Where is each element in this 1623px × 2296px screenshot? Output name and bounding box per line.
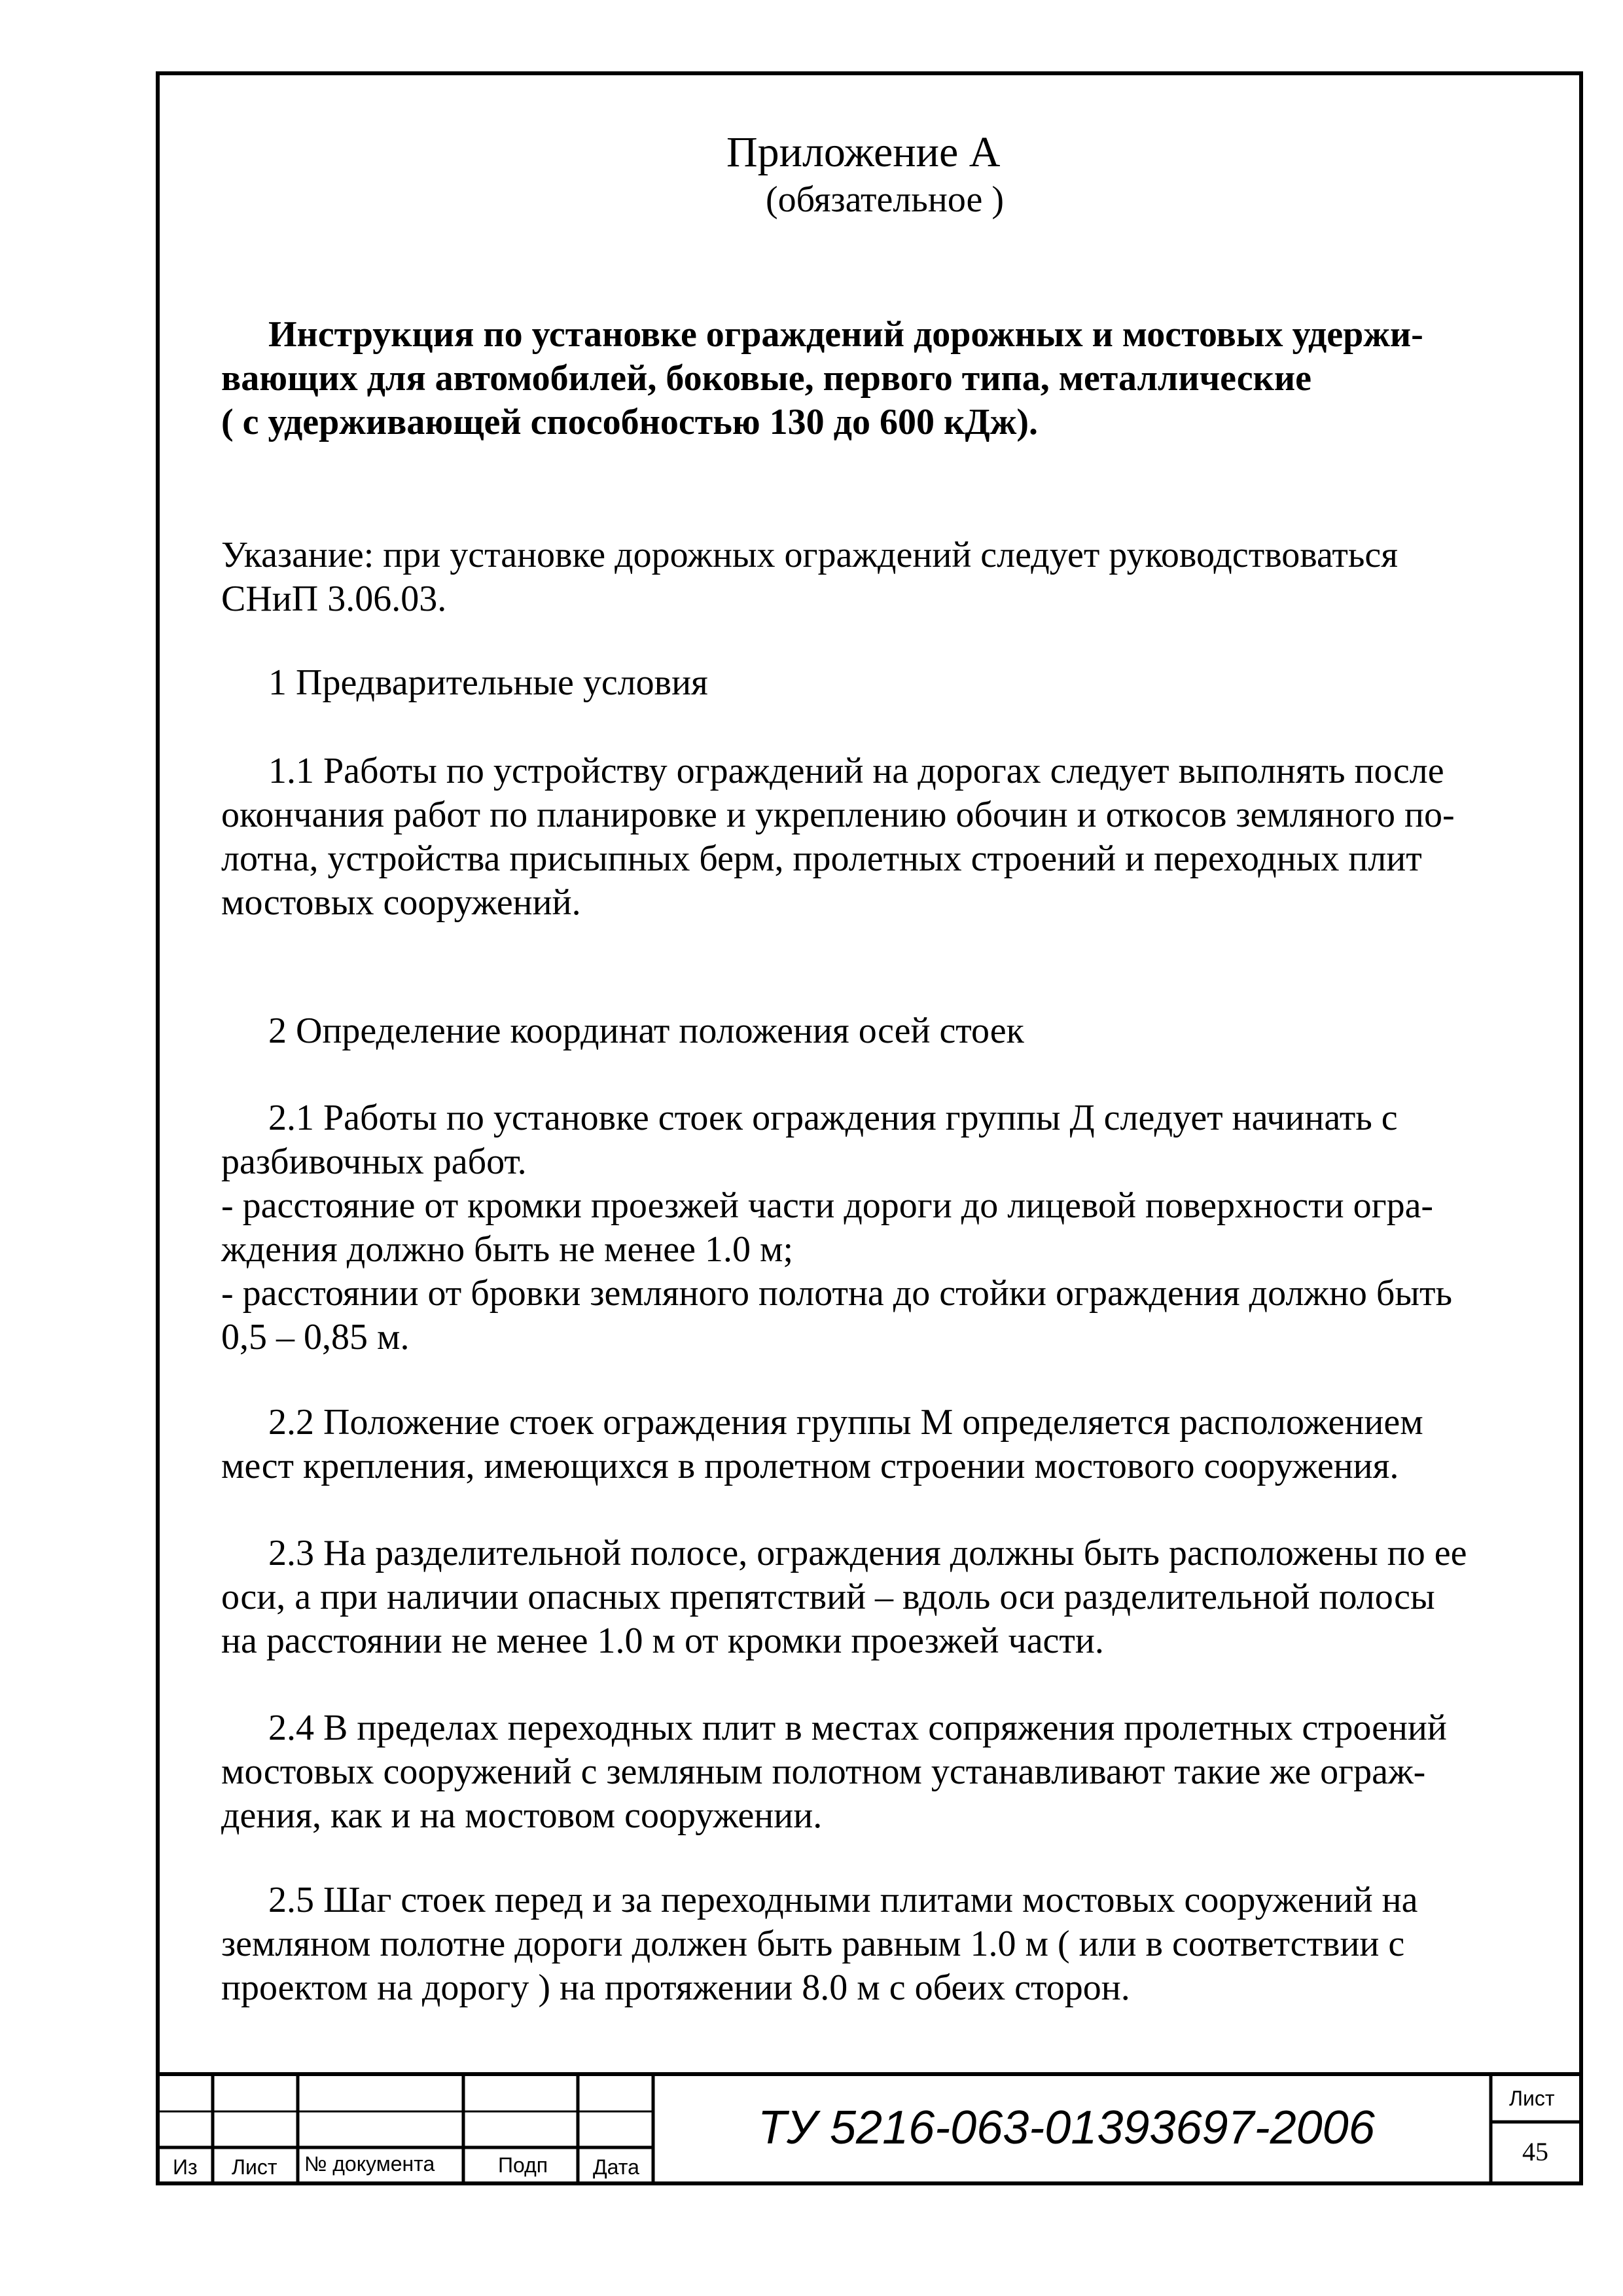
- appendix-subtitle: (обязательное ): [766, 179, 1004, 220]
- stamp-col-iz: Из: [173, 2155, 198, 2179]
- heading-line-1: Инструкция по установке ограждений дорожных и мостовых удержи-: [268, 314, 1423, 355]
- p2-4-line-1: 2.4 В пределах переходных плит в местах сопряжения пролетных строений: [268, 1708, 1447, 1748]
- p2-4-line-3: дения, как и на мостовом сооружении.: [221, 1795, 823, 1836]
- p2-1-line-5: - расстоянии от бровки земляного полотна до стойки ограждения должно быть: [221, 1273, 1453, 1314]
- p2-3-line-1: 2.3 На разделительной полосе, ограждения должны быть расположены по ее: [268, 1533, 1467, 1573]
- p2-1-line-4: ждения должно быть не менее 1.0 м;: [221, 1229, 794, 1270]
- p2-1-line-3: - расстояние от кромки проезжей части дороги до лицевой поверхности огра-: [221, 1185, 1434, 1226]
- section-2-title: 2 Определение координат положения осей стоек: [268, 1011, 1024, 1051]
- stamp-col-doc: № документа: [304, 2152, 435, 2176]
- p2-2-line-1: 2.2 Положение стоек ограждения группы М определяется расположением: [268, 1402, 1423, 1443]
- appendix-title: Приложение А: [726, 128, 1001, 176]
- p2-5-line-1: 2.5 Шаг стоек перед и за переходными плитами мостовых сооружений на: [268, 1880, 1418, 1920]
- stamp-col-list: Лист: [232, 2155, 277, 2179]
- p2-5-line-2: земляном полотне дороги должен быть равным 1.0 м ( или в соответствии с: [221, 1924, 1405, 1964]
- p2-2-line-2: мест крепления, имеющихся в пролетном строении мостового сооружения.: [221, 1446, 1399, 1486]
- note-line-1: Указание: при установке дорожных ограждений следует руководствоваться: [221, 535, 1398, 575]
- stamp-col-podp: Подп: [498, 2153, 548, 2177]
- document-code: ТУ 5216-063-01393697-2006: [758, 2102, 1375, 2154]
- p1-1-line-2: окончания работ по планировке и укреплению обочин и откосов земляного по-: [221, 795, 1455, 835]
- section-1-title: 1 Предварительные условия: [268, 662, 708, 703]
- p2-4-line-2: мостовых сооружений с земляным полотном устанавливают такие же ограж-: [221, 1751, 1426, 1792]
- note-line-2: СНиП 3.06.03.: [221, 579, 447, 619]
- p2-1-line-6: 0,5 – 0,85 м.: [221, 1317, 410, 1357]
- p2-1-line-1: 2.1 Работы по установке стоек ограждения группы Д следует начинать с: [268, 1098, 1398, 1138]
- p2-3-line-2: оси, а при наличии опасных препятствий – вдоль оси разделительной полосы: [221, 1577, 1435, 1617]
- sheet-number: 45: [1522, 2137, 1548, 2166]
- title-block-stamp: [156, 2072, 1583, 2185]
- p1-1-line-4: мостовых сооружений.: [221, 882, 581, 923]
- heading-line-2: вающих для автомобилей, боковые, первого типа, металлические: [221, 358, 1311, 399]
- heading-line-3: ( с удерживающей способностью 130 до 600 кДж).: [221, 402, 1038, 442]
- p2-1-line-2: разбивочных работ.: [221, 1141, 527, 1182]
- p1-1-line-3: лотна, устройства присыпных берм, пролетных строений и переходных плит: [221, 838, 1422, 879]
- stamp-sheet-label: Лист: [1509, 2087, 1555, 2110]
- stamp-col-date: Дата: [593, 2155, 639, 2179]
- p2-5-line-3: проектом на дорогу ) на протяжении 8.0 м с обеих сторон.: [221, 1967, 1130, 2008]
- p2-3-line-3: на расстоянии не менее 1.0 м от кромки проезжей части.: [221, 1621, 1104, 1661]
- p1-1-line-1: 1.1 Работы по устройству ограждений на дорогах следует выполнять после: [268, 751, 1444, 791]
